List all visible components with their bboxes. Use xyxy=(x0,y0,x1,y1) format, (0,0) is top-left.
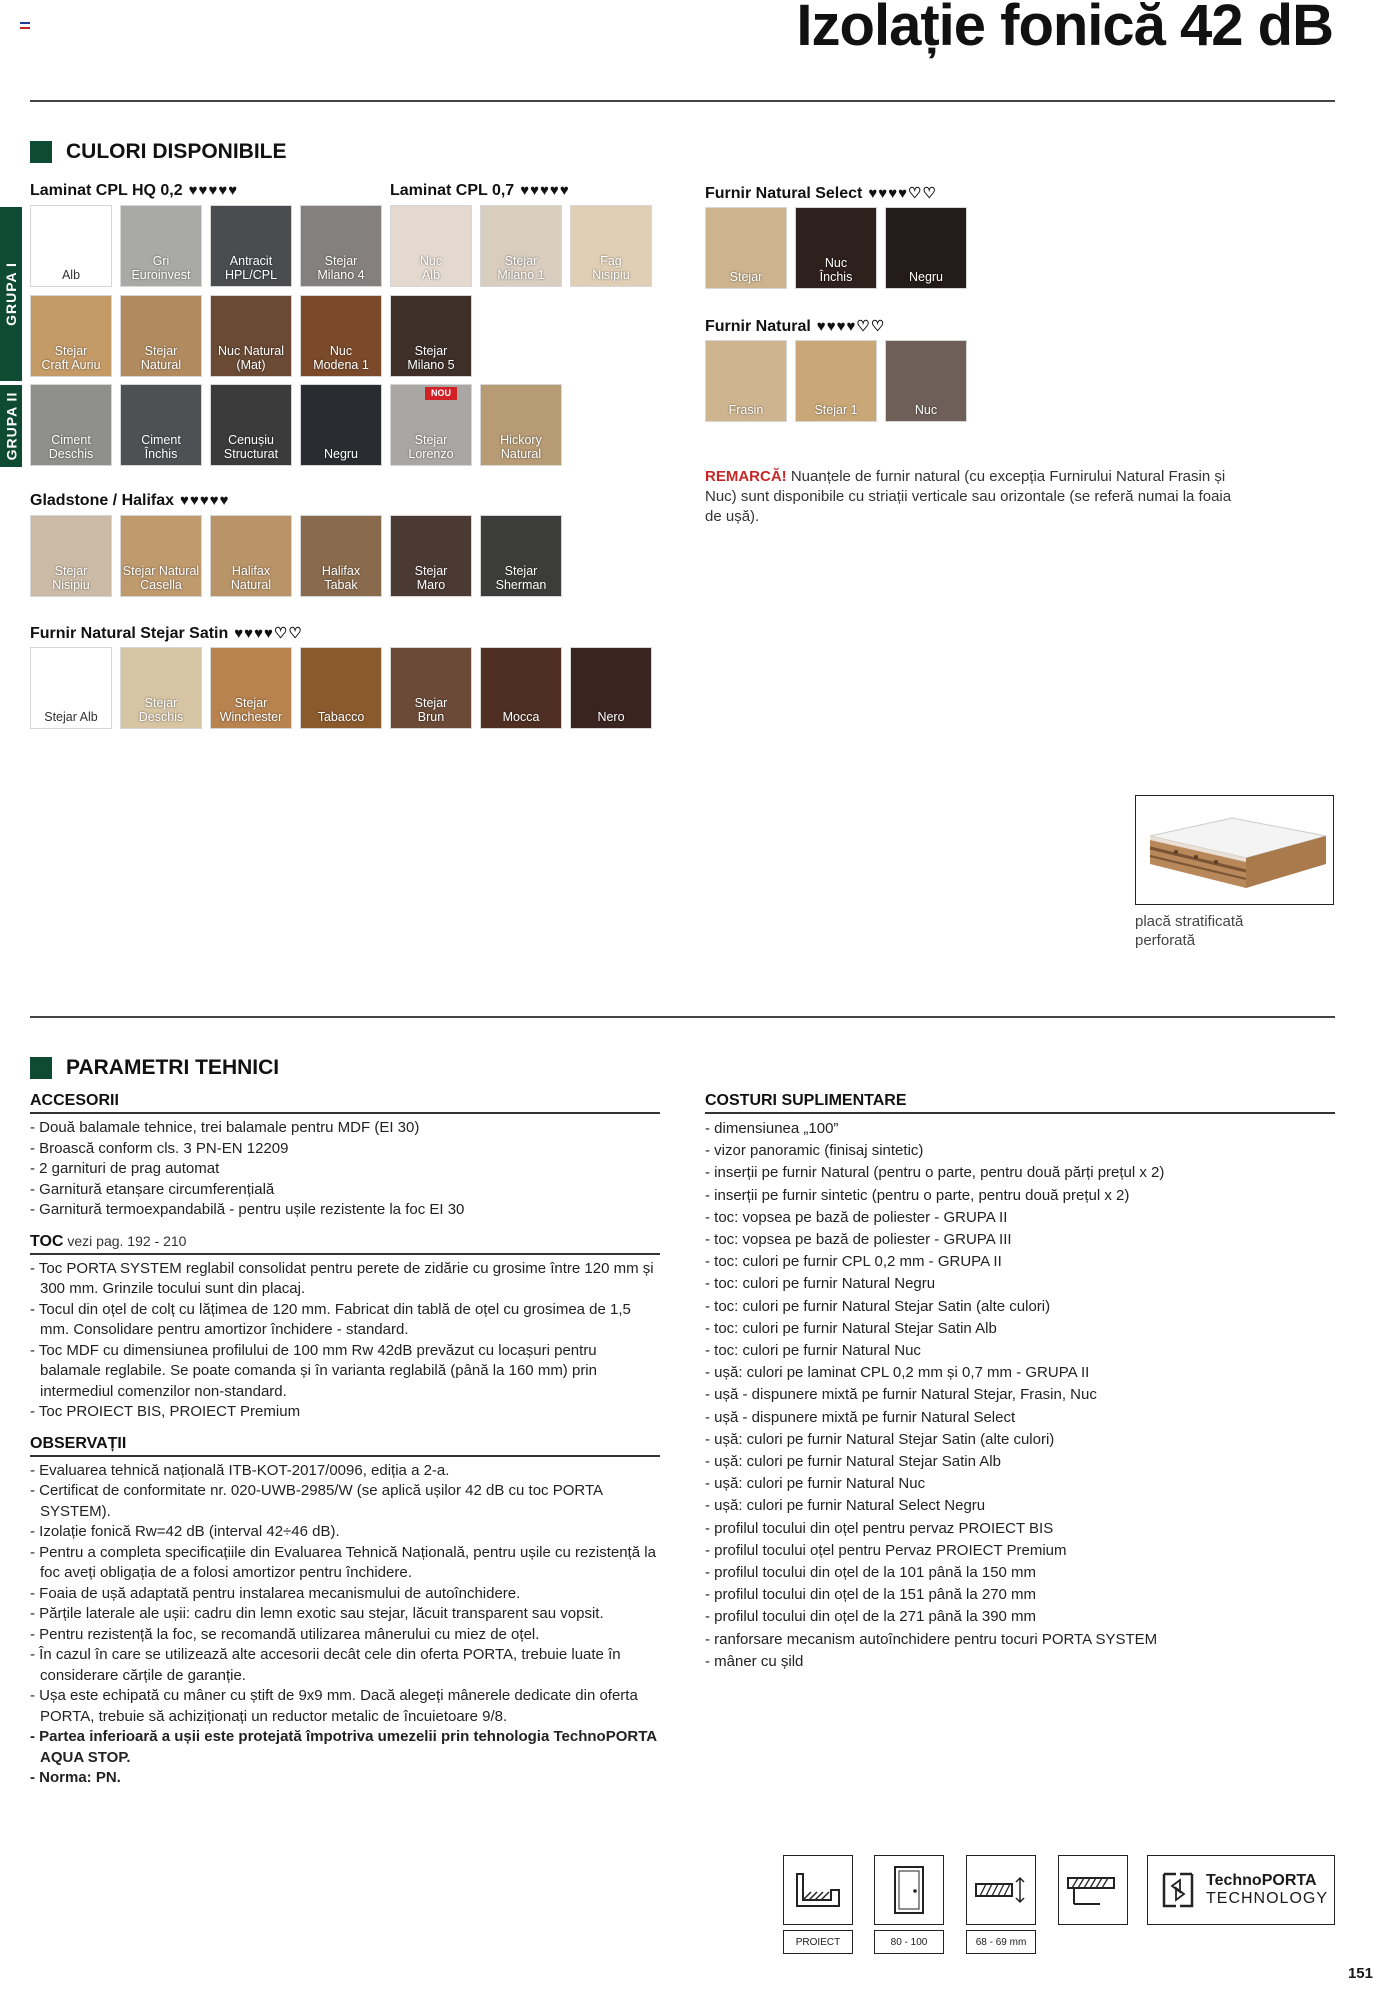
rating-icon: ♥♥♥♥♡♡ xyxy=(816,318,886,335)
swatch-row xyxy=(30,205,652,287)
color-swatch xyxy=(705,207,787,289)
list-item: - ușă: culori pe furnir Natural Select Negru xyxy=(705,1497,986,1515)
costs-list xyxy=(705,1118,1335,1673)
list-item: - ușă - dispunere mixtă pe furnir Natural Select xyxy=(705,1408,1016,1426)
color-swatch xyxy=(480,205,562,287)
section-marker-icon xyxy=(30,141,52,163)
tech-heading: PARAMETRI TEHNICI xyxy=(30,1056,279,1080)
color-swatch xyxy=(390,295,472,377)
list-item: - În cazul în care se utilizează alte accesorii decât cele din oferta PORTA, trebuie luate în considerare cărțile de garanție. xyxy=(30,1646,621,1684)
swatch-label: Nuc Modena 1 xyxy=(313,344,369,372)
swatch-row xyxy=(705,340,967,422)
swatch-label: Cenușiu Structurat xyxy=(223,433,279,461)
swatch-label: Alb xyxy=(61,268,81,282)
right-column xyxy=(705,1092,1335,1673)
technoporta-badge xyxy=(1147,1855,1335,1925)
group-title-satin: Furnir Natural Stejar Satin ♥♥♥♥♡♡ xyxy=(30,625,303,642)
list-item: - toc: vopsea pe bază de poliester - GRUPA II xyxy=(705,1208,1008,1226)
costs-title: COSTURI SUPLIMENTARE xyxy=(705,1092,1335,1114)
rating-icon: ♥♥♥♥♥ xyxy=(520,182,570,199)
list-item: - Norma: PN. xyxy=(30,1769,121,1786)
color-swatch xyxy=(480,647,562,729)
accesorii-list xyxy=(30,1118,660,1221)
list-item: - Pentru rezistență la foc, se recomandă utilizarea mânerului cu miez de oțel. xyxy=(30,1625,540,1643)
techno-line1: TechnoPORTA xyxy=(1206,1872,1317,1889)
technoporta-logo-icon xyxy=(1158,1866,1198,1914)
color-swatch xyxy=(210,384,292,466)
color-swatch xyxy=(30,515,112,597)
swatch-label: Ciment Închis xyxy=(141,433,181,461)
color-swatch xyxy=(120,295,202,377)
list-item: - profilul tocului din oțel pentru pervaz PROIECT BIS xyxy=(705,1519,1054,1537)
rating-icon: ♥♥♥♥♡♡ xyxy=(234,625,303,642)
swatch-label: Stejar Natural xyxy=(140,344,182,372)
swatch-label: Stejar Maro xyxy=(414,564,448,592)
swatch-label: Nuc xyxy=(914,403,938,417)
color-swatch xyxy=(885,340,967,422)
obs-list xyxy=(30,1461,660,1728)
list-item: - Evaluarea tehnică națională ITB-KOT-2017/0096, ediția a 2-a. xyxy=(30,1461,450,1479)
icon-caption: 80 - 100 xyxy=(874,1930,944,1954)
list-item: - toc: culori pe furnir Natural Stejar Satin (alte culori) xyxy=(705,1297,1051,1315)
swatch-label: Antracit HPL/CPL xyxy=(224,254,278,282)
list-item: - profilul tocului din oțel de la 101 până la 150 mm xyxy=(705,1564,1037,1582)
color-swatch xyxy=(795,340,877,422)
remark-note: REMARCĂ! Nuanțele de furnir natural (cu excepția Furnirului Natural Frasin și Nuc) sunt disponibile cu striații verticale sau orizontale (se referă numai la foaia de ușă). xyxy=(705,468,1232,525)
color-swatch xyxy=(210,295,292,377)
color-swatch xyxy=(210,647,292,729)
list-item: - Izolație fonică Rw=42 dB (interval 42÷46 dB). xyxy=(30,1523,340,1540)
list-item: - ușă: culori pe laminat CPL 0,2 mm și 0,7 mm - GRUPA II xyxy=(705,1364,1090,1382)
swatch-label: Stejar Winchester xyxy=(219,696,283,724)
swatch-label: Stejar Nisipiu xyxy=(52,564,90,592)
swatch-label: Stejar Milano 4 xyxy=(317,254,365,282)
swatch-row xyxy=(30,515,562,597)
list-item: - Două balamale tehnice, trei balamale pentru MDF (EI 30) xyxy=(30,1119,420,1136)
swatch-label: Stejar Sherman xyxy=(495,564,547,592)
color-swatch xyxy=(570,205,652,287)
header-divider xyxy=(30,100,1335,102)
color-swatch xyxy=(885,207,967,289)
color-swatch xyxy=(120,205,202,287)
swatch-label: Gri Euroinvest xyxy=(131,254,191,282)
swatch-label: Nuc Închis xyxy=(819,256,853,284)
swatch-row xyxy=(30,384,562,466)
color-swatch xyxy=(390,384,472,466)
group-title-cpl-07: Laminat CPL 0,7 ♥♥♥♥♥ xyxy=(390,182,570,199)
group-title-gladstone: Gladstone / Halifax ♥♥♥♥♥ xyxy=(30,492,230,509)
list-item: - Ușa este echipată cu mâner cu știft de 9x9 mm. Dacă alegeți mânerele dedicate din oferta PORTA, trebuie să achiziționați un reductor metalic de încuietoare 9/8. xyxy=(30,1687,638,1725)
list-item: - Broască conform cls. 3 PN-EN 12209 xyxy=(30,1139,289,1157)
left-column xyxy=(30,1092,660,1789)
panel-caption: placă stratificată perforată xyxy=(1135,913,1244,949)
list-item: - toc: culori pe furnir Natural Nuc xyxy=(705,1342,921,1360)
page-title: Izolație fonică 42 dB xyxy=(796,0,1333,58)
list-item: - Garnitură termoexpandabilă - pentru ușile rezistente la foc EI 30 xyxy=(30,1201,465,1218)
list-item: - Certificat de conformitate nr. 020-UWB-2985/W (se aplică ușilor 42 dB cu toc PORTA SYSTEM). xyxy=(30,1482,603,1520)
rating-icon: ♥♥♥♥♥ xyxy=(180,492,230,509)
swatch-label: Stejar Milano 5 xyxy=(407,344,455,372)
color-swatch xyxy=(30,295,112,377)
frame-profile-icon xyxy=(783,1855,853,1925)
swatch-label: Frasin xyxy=(728,403,764,417)
list-item: - ranforsare mecanism autoînchidere pentru tocuri PORTA SYSTEM xyxy=(705,1630,1158,1648)
swatch-row xyxy=(30,295,472,377)
list-item: - Toc PORTA SYSTEM reglabil consolidat pentru perete de zidărie cu grosime între 120 mm și 300 mm. Grinzile tocului sunt din placaj. xyxy=(30,1259,654,1297)
color-swatch xyxy=(210,205,292,287)
list-item: - toc: culori pe furnir CPL 0,2 mm - GRUPA II xyxy=(705,1253,1002,1271)
list-item: - ușă: culori pe furnir Natural Stejar Satin Alb xyxy=(705,1453,1001,1471)
list-item: - Partea inferioară a ușii este protejată împotriva umezelii prin tehnologia TechnoPORTA AQUA STOP. xyxy=(30,1728,657,1766)
swatch-label: Stejar Alb xyxy=(44,710,98,724)
group-label-1: GRUPA I xyxy=(0,207,22,381)
list-item: - Pentru a completa specificațiile din Evaluarea Tehnică Națională, pentru ușile cu rezistență la foc aveți obligația de a folosi amortizor pentru închidere. xyxy=(30,1543,656,1581)
door-thickness-icon xyxy=(966,1855,1036,1925)
swatch-label: Nuc Natural (Mat) xyxy=(218,344,284,372)
swatch-label: Nuc Alb xyxy=(419,254,443,282)
list-item: - Foaia de ușă adaptată pentru instalarea mecanismului de autoînchidere. xyxy=(30,1584,521,1602)
obs-title: OBSERVAȚII xyxy=(30,1435,660,1457)
swatch-label: Negru xyxy=(323,447,359,461)
color-swatch xyxy=(300,515,382,597)
list-item: - mâner cu șild xyxy=(705,1652,804,1670)
color-swatch xyxy=(300,384,382,466)
colors-heading: CULORI DISPONIBILE xyxy=(30,140,287,164)
color-swatch xyxy=(795,207,877,289)
list-item: - ușă - dispunere mixtă pe furnir Natural Stejar, Frasin, Nuc xyxy=(705,1386,1097,1404)
swatch-label: Mocca xyxy=(502,710,540,724)
color-swatch xyxy=(120,515,202,597)
color-swatch xyxy=(390,205,472,287)
layered-panel-icon xyxy=(1136,796,1332,902)
swatch-label: Tabacco xyxy=(317,710,365,724)
toc-title: TOC vezi pag. 192 - 210 xyxy=(30,1233,660,1255)
swatch-label: Stejar Deschis xyxy=(138,696,184,724)
color-swatch xyxy=(480,384,562,466)
list-item: - toc: culori pe furnir Natural Stejar Satin Alb xyxy=(705,1319,997,1337)
list-item: - Garnitură etanșare circumferențială xyxy=(30,1180,275,1198)
threshold-icon xyxy=(1058,1855,1128,1925)
swatch-label: Fag Nisipiu xyxy=(592,254,630,282)
list-item: - ușă: culori pe furnir Natural Nuc xyxy=(705,1475,926,1493)
icon-caption: PROIECT xyxy=(783,1930,853,1954)
color-swatch xyxy=(705,340,787,422)
swatch-label: Stejar 1 xyxy=(814,403,858,417)
language-flag-icon xyxy=(20,22,30,29)
color-swatch xyxy=(390,515,472,597)
list-item: - dimensiunea „100” xyxy=(705,1120,839,1137)
swatch-label: Stejar Milano 1 xyxy=(497,254,545,282)
list-item: - profilul tocului oțel pentru Pervaz PROIECT Premium xyxy=(705,1541,1067,1559)
color-swatch xyxy=(30,384,112,466)
swatch-label: Hickory Natural xyxy=(500,433,542,461)
color-swatch xyxy=(30,647,112,729)
color-swatch xyxy=(390,647,472,729)
list-item: - 2 garnituri de prag automat xyxy=(30,1160,220,1177)
rating-icon: ♥♥♥♥♥ xyxy=(188,182,239,199)
panel-image xyxy=(1135,795,1334,905)
techno-line2: TECHNOLOGY xyxy=(1206,1890,1329,1907)
list-item: - toc: vopsea pe bază de poliester - GRUPA III xyxy=(705,1231,1012,1249)
color-swatch xyxy=(300,647,382,729)
swatch-label: Stejar Brun xyxy=(414,696,448,724)
new-badge: NOU xyxy=(425,387,457,400)
color-swatch xyxy=(300,205,382,287)
color-swatch xyxy=(300,295,382,377)
list-item: - Toc MDF cu dimensiunea profilului de 100 mm Rw 42dB prevăzut cu locașuri pentru balamale reglabile. Se poate comanda și în varianta reglabilă (până la 160 mm) prin intermediul comenzilor non-standard. xyxy=(30,1341,597,1400)
list-item: - profilul tocului din oțel de la 271 până la 390 mm xyxy=(705,1608,1037,1626)
swatch-label: Stejar Craft Auriu xyxy=(41,344,101,372)
list-item: - Tocul din oțel de colț cu lățimea de 120 mm. Fabricat din tablă de oțel cu grosimea de 1,5 mm. Consolidare pentru amortizor închidere - standard. xyxy=(30,1300,631,1338)
color-swatch xyxy=(480,515,562,597)
list-item: - vizor panoramic (finisaj sintetic) xyxy=(705,1142,924,1160)
section-marker-icon xyxy=(30,1057,52,1079)
color-swatch xyxy=(30,205,112,287)
swatch-label: Nero xyxy=(597,710,625,724)
list-item: - Toc PROIECT BIS, PROIECT Premium xyxy=(30,1403,301,1420)
list-item: - profilul tocului din oțel de la 151 până la 270 mm xyxy=(705,1586,1037,1604)
door-icon xyxy=(874,1855,944,1925)
swatch-label: Stejar Lorenzo xyxy=(408,433,454,461)
list-item: - inserții pe furnir Natural (pentru o parte, pentru două părți prețul x 2) xyxy=(705,1164,1165,1182)
list-item: - ușă: culori pe furnir Natural Stejar Satin (alte culori) xyxy=(705,1430,1055,1448)
color-swatch xyxy=(120,647,202,729)
obs-bold-list xyxy=(30,1727,660,1789)
list-item: - Părțile laterale ale ușii: cadru din lemn exotic sau stejar, lăcuit transparent sau vopsit. xyxy=(30,1605,604,1622)
color-swatch xyxy=(570,647,652,729)
toc-list xyxy=(30,1259,660,1423)
group-title-cpl-hq: Laminat CPL HQ 0,2 ♥♥♥♥♥ xyxy=(30,182,239,199)
swatch-label: Stejar Natural Casella xyxy=(122,564,200,592)
swatch-label: Halifax Natural xyxy=(230,564,272,592)
swatch-label: Halifax Tabak xyxy=(321,564,361,592)
rating-icon: ♥♥♥♥♡♡ xyxy=(868,185,937,202)
page-number: 151 xyxy=(1347,1965,1373,1982)
swatch-label: Stejar xyxy=(729,270,763,284)
list-item: - toc: culori pe furnir Natural Negru xyxy=(705,1275,936,1293)
swatch-label: Ciment Deschis xyxy=(48,433,94,461)
icon-caption: 68 - 69 mm xyxy=(966,1930,1036,1954)
group-title-natural: Furnir Natural ♥♥♥♥♡♡ xyxy=(705,318,886,335)
list-item: - inserții pe furnir sintetic (pentru o parte, pentru două prețul x 2) xyxy=(705,1186,1130,1204)
group-title-select: Furnir Natural Select ♥♥♥♥♡♡ xyxy=(705,185,937,202)
section-divider xyxy=(30,1016,1335,1018)
swatch-row xyxy=(705,207,967,289)
color-swatch xyxy=(210,515,292,597)
color-swatch xyxy=(120,384,202,466)
swatch-row xyxy=(30,647,652,729)
swatch-label: Negru xyxy=(908,270,944,284)
group-label-2: GRUPA II xyxy=(0,385,22,467)
accesorii-title: ACCESORII xyxy=(30,1092,660,1114)
